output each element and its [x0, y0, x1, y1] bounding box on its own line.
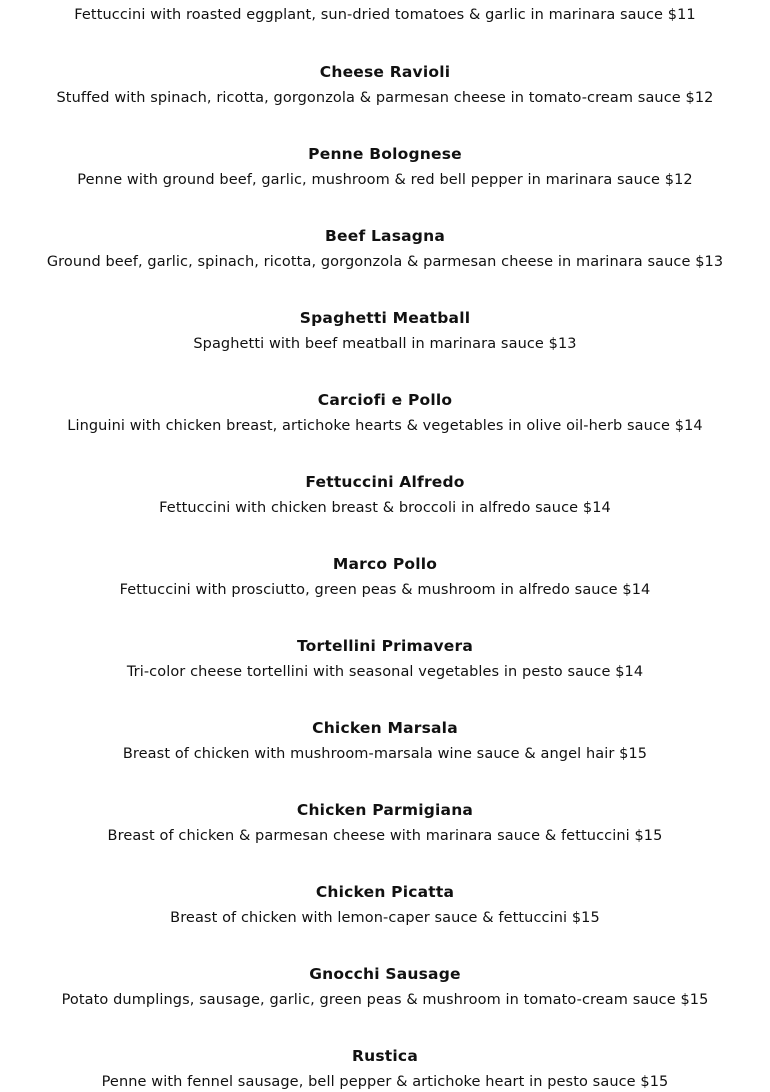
menu-item: [0, 636, 770, 682]
menu-item-description: Breast of chicken with lemon-caper sauce & fettuccini $15: [170, 910, 600, 926]
menu-item-description: Linguini with chicken breast, artichoke hearts & vegetables in olive oil-herb sauce $14: [67, 418, 703, 434]
menu-item: [0, 882, 770, 928]
menu-item-name: Fettuccini Alfredo: [305, 473, 465, 491]
menu-item-description: Spaghetti with beef meatball in marinara sauce $13: [193, 336, 577, 352]
menu-item-description: Fettuccini with chicken breast & broccoli in alfredo sauce $14: [159, 500, 611, 516]
menu-item: [0, 62, 770, 108]
menu-item-name: Beef Lasagna: [325, 227, 445, 245]
menu-item-name: Penne Bolognese: [308, 145, 462, 163]
menu-item-description: Penne with fennel sausage, bell pepper & artichoke heart in pesto sauce $15: [101, 1074, 669, 1090]
menu-item-description: Breast of chicken & parmesan cheese with marinara sauce & fettuccini $15: [107, 828, 663, 844]
menu-item-description: Tri-color cheese tortellini with seasonal vegetables in pesto sauce $14: [126, 664, 644, 680]
menu-item-description: Fettuccini with prosciutto, green peas & mushroom in alfredo sauce $14: [119, 582, 651, 598]
menu-item-description: Breast of chicken with mushroom-marsala wine sauce & angel hair $15: [122, 746, 648, 762]
menu-item-description: Ground beef, garlic, spinach, ricotta, gorgonzola & parmesan cheese in marinara sauce $13: [46, 254, 724, 270]
menu-item-name: Gnocchi Sausage: [309, 965, 461, 983]
menu-item-name: Chicken Marsala: [312, 719, 458, 737]
menu-item-name: Carciofi e Pollo: [317, 391, 453, 409]
menu-item-name: Chicken Parmigiana: [296, 801, 474, 819]
menu-item-description: Penne with ground beef, garlic, mushroom & red bell pepper in marinara sauce $12: [77, 172, 693, 188]
menu-item: [0, 964, 770, 1010]
menu-item-description: Fettuccini with roasted eggplant, sun-dried tomatoes & garlic in marinara sauce $11: [74, 7, 696, 23]
menu-item-description: Stuffed with spinach, ricotta, gorgonzola & parmesan cheese in tomato-cream sauce $12: [56, 90, 714, 106]
menu-item: [0, 800, 770, 846]
menu-item: [0, 472, 770, 518]
menu-item: [0, 144, 770, 190]
menu-item: [0, 1046, 770, 1092]
menu-item-name: Rustica: [352, 1047, 418, 1065]
menu-item-name: Marco Pollo: [332, 555, 438, 573]
menu-item-name: Cheese Ravioli: [319, 63, 451, 81]
menu-item-name: Chicken Picatta: [315, 883, 455, 901]
menu-item-name: Spaghetti Meatball: [299, 309, 471, 327]
menu-item-description: Potato dumplings, sausage, garlic, green peas & mushroom in tomato-cream sauce $15: [61, 992, 709, 1008]
menu-item: [0, 308, 770, 354]
menu-item: [0, 554, 770, 600]
menu-item: [0, 390, 770, 436]
menu-item: [0, 226, 770, 272]
menu-item-name: Tortellini Primavera: [296, 637, 474, 655]
menu-item: [0, 718, 770, 764]
